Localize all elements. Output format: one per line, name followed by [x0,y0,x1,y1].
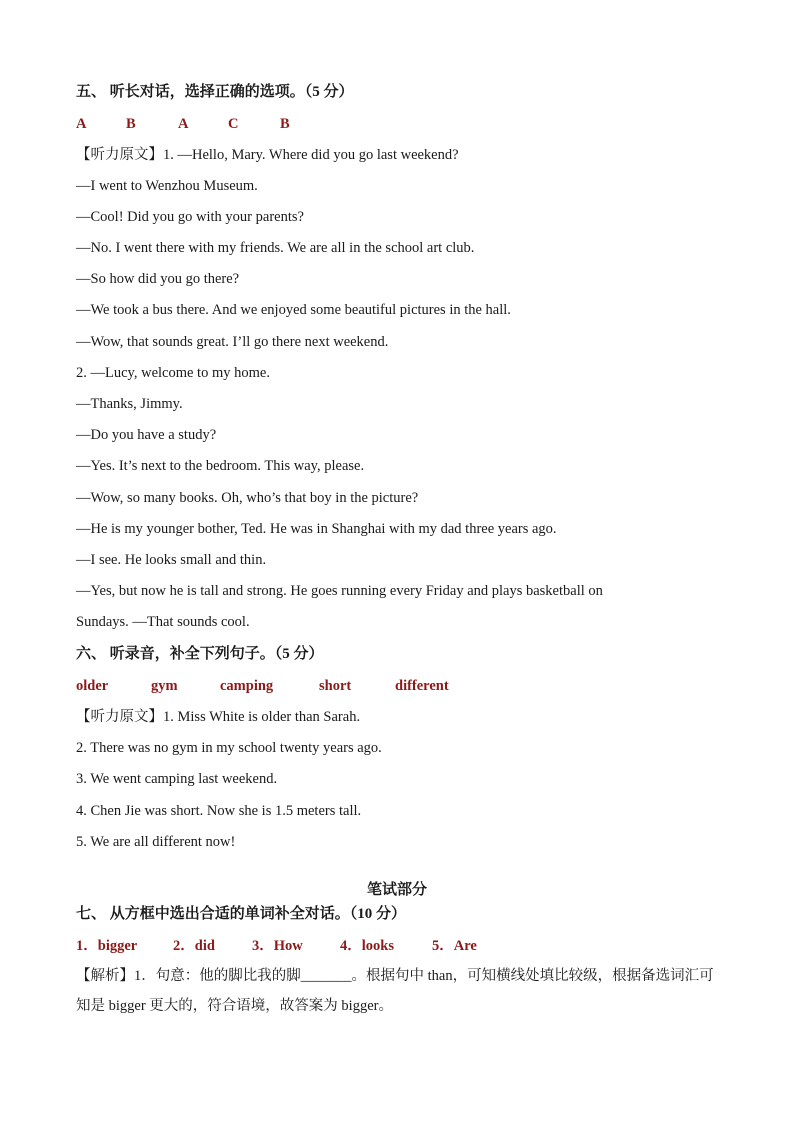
transcript-line: 4. Chen Jie was short. Now she is 1.5 meters tall. [76,803,362,819]
analysis-paragraph [76,961,718,1021]
section6-heading: 六、 听录音，补全下列句子。（5 分） [76,646,324,662]
transcript-line: —I see. He looks small and thin. [76,552,267,568]
section5-heading: 五、 听长对话，选择正确的选项。（5 分） [76,84,354,100]
answer-1: 1．bigger [76,938,138,954]
transcript-line: —Yes, but now he is tall and strong. He goes running every Friday and plays basketball on [76,583,603,599]
analysis-text: 1．句意：他的脚比我的脚_______。根据句中 than，可知横线处填比较级，根据备选词汇可知是 bigger 更大的，符合语境，故答案为 bigger。 [76,968,714,1014]
transcript-line: —We took a bus there. And we enjoyed some beautiful pictures in the hall. [76,302,511,318]
transcript-line: Sundays. —That sounds cool. [76,614,250,630]
answer-5: different [395,678,449,694]
transcript-line: —Wow, so many books. Oh, who’s that boy in the picture? [76,490,419,506]
transcript-line: 5. We are all different now! [76,834,236,850]
transcript-line: 【听力原文】1. —Hello, Mary. Where did you go last weekend? [76,147,459,163]
answer-2: B [126,116,136,132]
answer-4: C [228,116,239,132]
answer-2: gym [151,678,178,694]
answer-3: A [178,116,189,132]
transcript-label: 【听力原文】 [76,709,163,725]
answer-5: 5．Are [432,938,477,954]
transcript-line: 2. There was no gym in my school twenty years ago. [76,740,382,756]
answer-1: older [76,678,109,694]
section6-answers [76,676,754,696]
section7-answers [76,936,754,956]
transcript-line: —Wow, that sounds great. I’ll go there next weekend. [76,334,389,350]
section7-heading: 七、 从方框中选出合适的单词补全对话。（10 分） [76,906,407,922]
transcript-line: 3. We went camping last weekend. [76,771,278,787]
answer-3: 3．How [252,938,303,954]
transcript-label: 【听力原文】 [76,147,163,163]
transcript-line: —So how did you go there? [76,271,240,287]
written-part-title: 笔试部分 [366,882,427,898]
answer-4: short [319,678,352,694]
section5-answers [76,114,754,134]
answer-1: A [76,116,87,132]
transcript-line: —Cool! Did you go with your parents? [76,209,304,225]
transcript-line: —Yes. It’s next to the bedroom. This way, please. [76,458,365,474]
answer-3: camping [220,678,274,694]
transcript-line: —No. I went there with my friends. We are all in the school art club. [76,240,475,256]
answer-5: B [280,116,290,132]
answer-2: 2．did [173,938,215,954]
answer-4: 4．looks [340,938,394,954]
transcript-line: 【听力原文】1. Miss White is older than Sarah. [76,709,361,725]
transcript-line: —I went to Wenzhou Museum. [76,178,258,194]
transcript-line: —Thanks, Jimmy. [76,396,183,412]
transcript-line: 2. —Lucy, welcome to my home. [76,365,270,381]
transcript-line: —Do you have a study? [76,427,217,443]
transcript-line: —He is my younger bother, Ted. He was in Shanghai with my dad three years ago. [76,521,557,537]
analysis-label: 【解析】 [76,968,134,984]
